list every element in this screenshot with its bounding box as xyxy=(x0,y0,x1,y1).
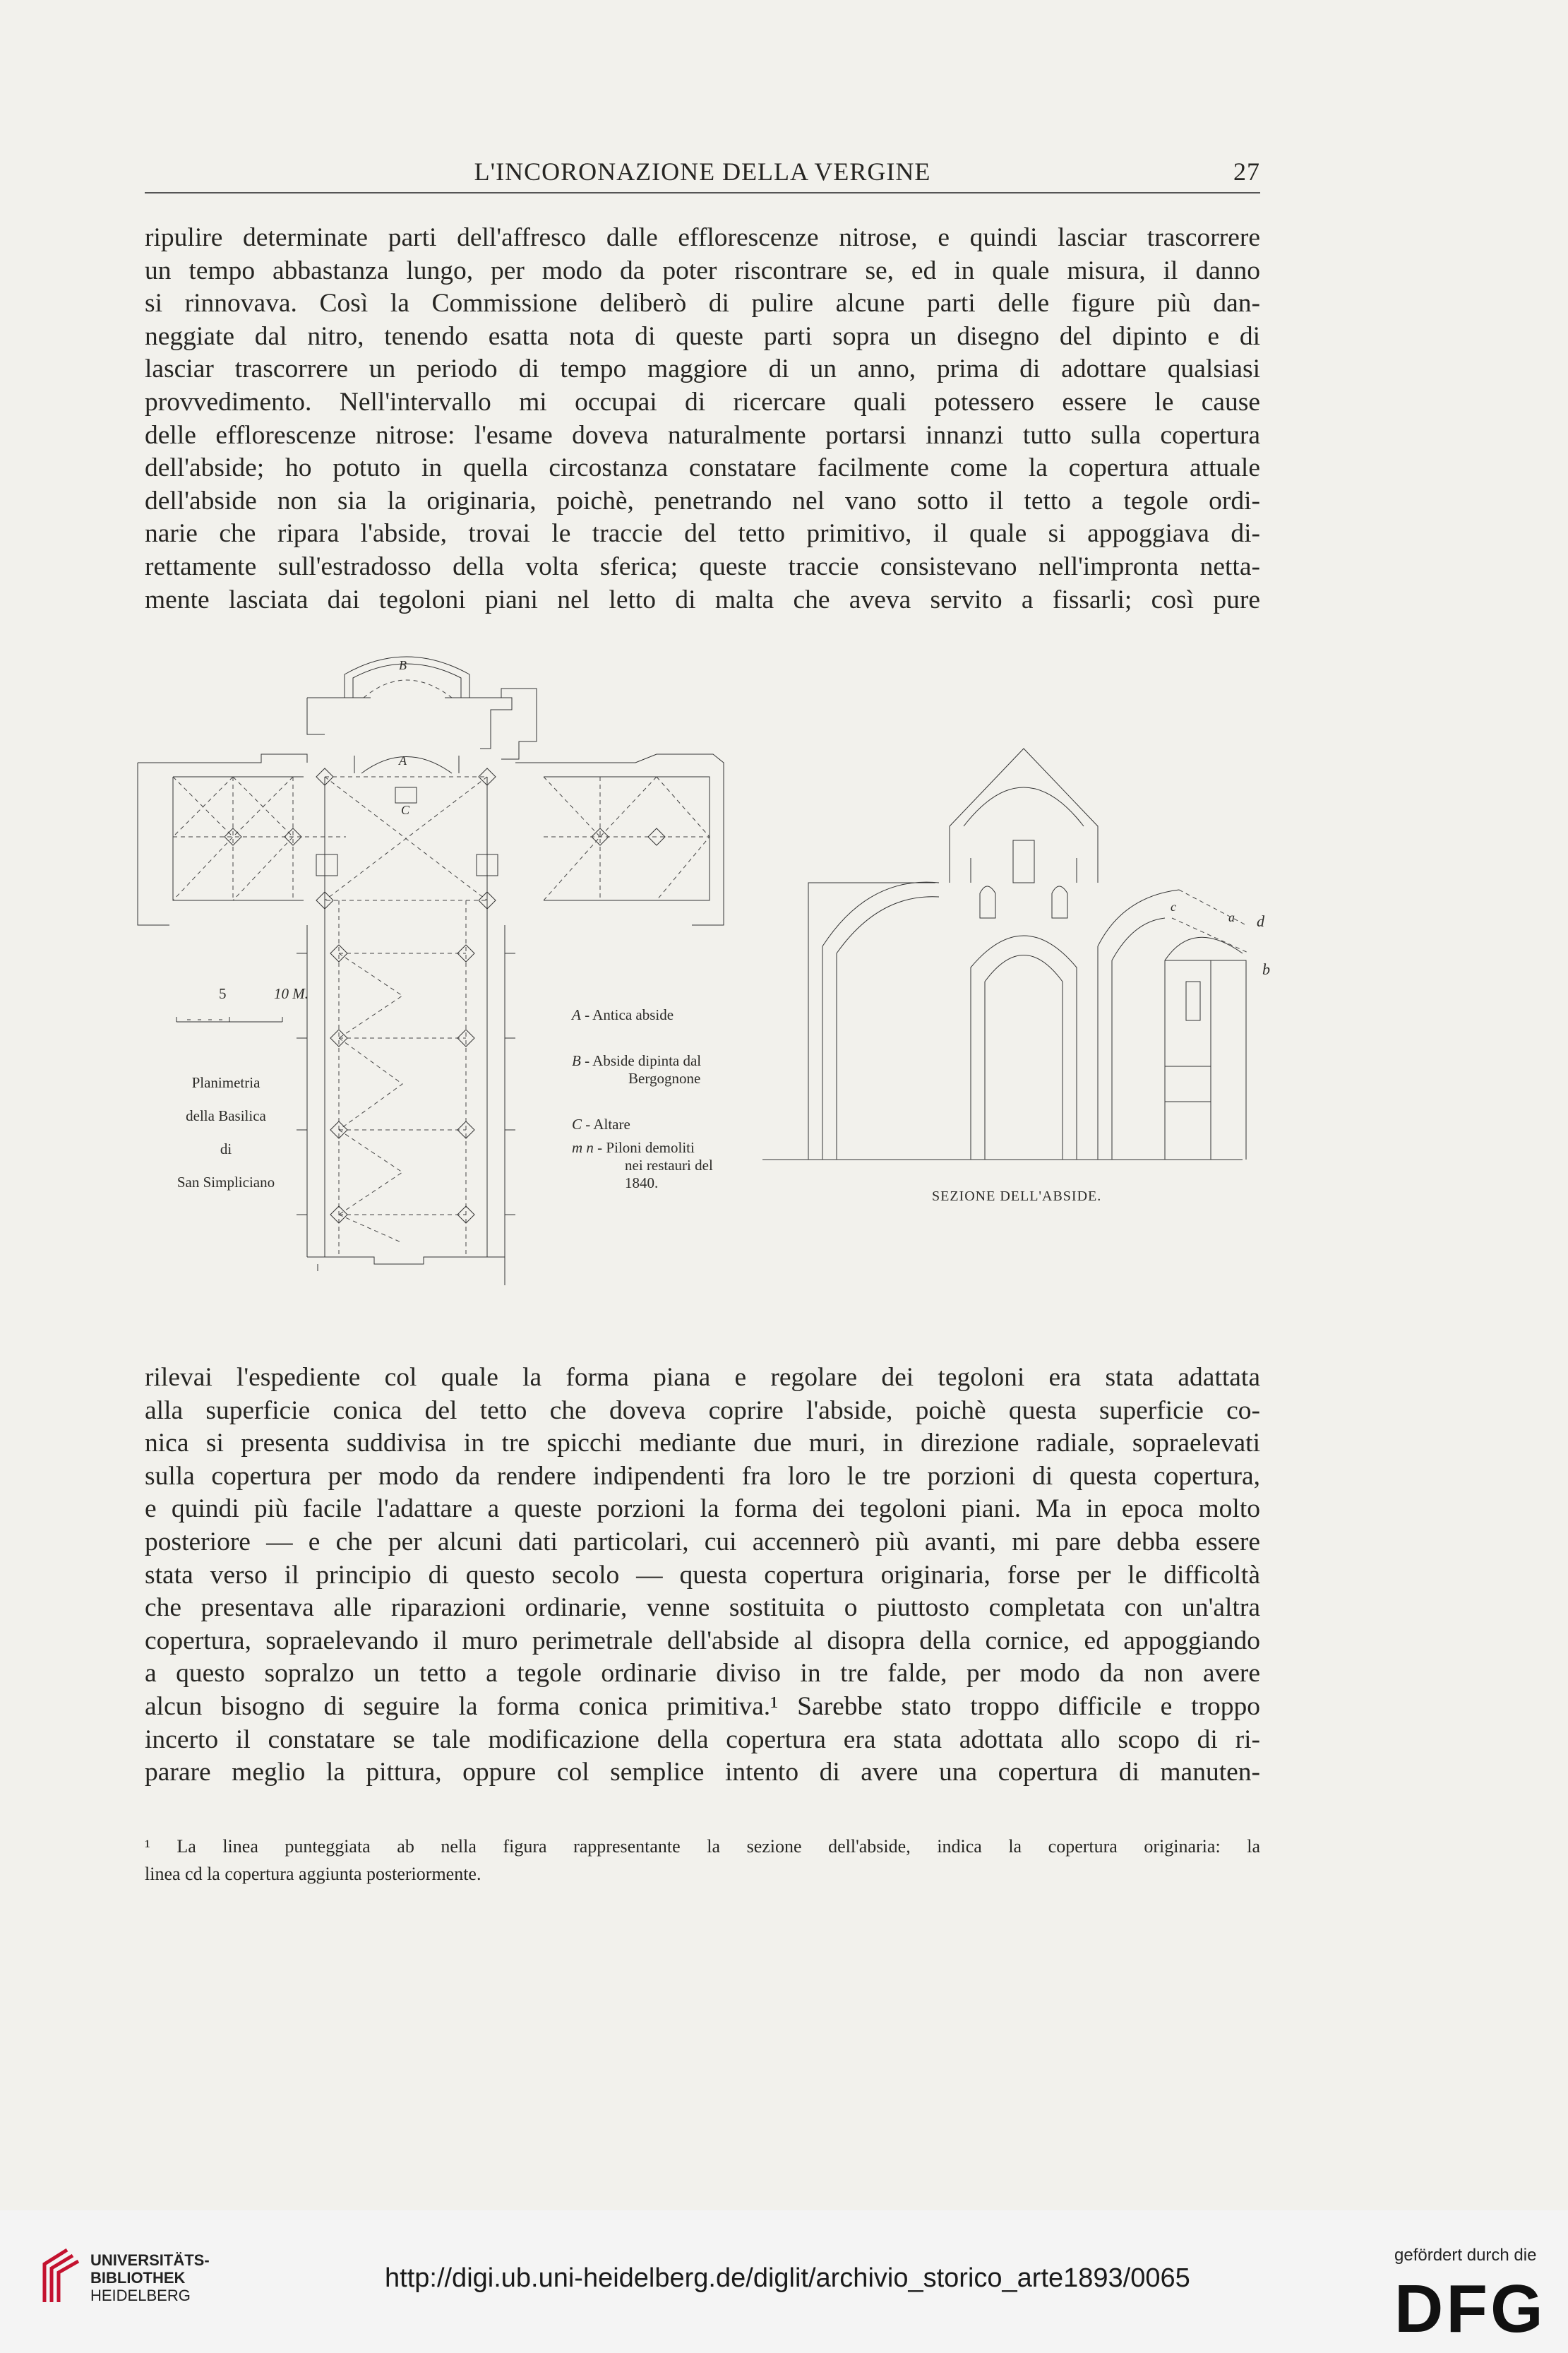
legend-item: C - Altare xyxy=(572,1116,630,1133)
legend-item: nei restauri del xyxy=(625,1157,713,1174)
text-line: si rinnovava. Così la Commissione deliberò di pulire alcune parti delle figure più dan- xyxy=(145,289,1260,318)
apse-section xyxy=(762,749,1250,1160)
text-line: incerto il constatare se tale modificazione della copertura era stata adottata allo scopo di ri- xyxy=(145,1724,1260,1754)
text-line: nica si presenta suddivisa in tre spicchi mediante due muri, in direzione radiale, sopraelevati xyxy=(145,1429,1260,1458)
footnote-line: linea cd la copertura aggiunta posteriormente. xyxy=(145,1864,481,1884)
plan-caption-line: San Simpliciano xyxy=(176,1174,275,1191)
running-head xyxy=(145,157,1260,193)
legend-item: A - Antica abside xyxy=(572,1006,674,1023)
legend-item: m n - Piloni demoliti xyxy=(572,1139,695,1156)
text-line: sulla copertura per modo da rendere indipendenti fra loro le tre porzioni di questa copertura, xyxy=(145,1461,1260,1491)
text-line: rettamente sull'estradosso della volta sferica; queste traccie consistevano nell'impronta netta- xyxy=(145,552,1260,581)
text-line: posteriore — e che per alcuni dati particolari, cui accennerò più avanti, mi pare debba essere xyxy=(145,1527,1260,1556)
funded-by-label: gefördert durch die xyxy=(1394,2246,1537,2265)
text-line: lasciar trascorrere un periodo di tempo maggiore di un anno, prima di adottare qualsiasi xyxy=(145,355,1260,384)
text-line: narie che ripara l'abside, trovai le traccie del tetto primitivo, il quale si appoggiava di- xyxy=(145,519,1260,549)
legend-item: B - Abside dipinta dal xyxy=(572,1052,702,1069)
text-line: dell'abside non sia la originaria, poichè, penetrando nel vano sotto il tetto a tegole ordi- xyxy=(145,486,1260,516)
page-number: 27 xyxy=(1233,157,1260,186)
section-label-c: c xyxy=(1171,900,1176,914)
dfg-logo: DFG xyxy=(1394,2271,1546,2347)
scale-label-10: 10 M. xyxy=(274,985,309,1002)
text-line: neggiate dal nitro, tenendo esatta nota di queste parti sopra un disegno del dipinto e di xyxy=(145,321,1260,351)
text-line: provvedimento. Nell'intervallo mi occupai di ricercare quali potessero essere le cause xyxy=(145,387,1260,417)
text-line: rilevai l'espediente col quale la forma piana e regolare dei tegoloni era stata adattata xyxy=(145,1363,1260,1392)
scale-label-5: 5 xyxy=(219,985,227,1002)
section-label-d: d xyxy=(1257,912,1264,930)
plan-legend xyxy=(572,1006,741,1192)
plan-label-b: B xyxy=(399,658,407,672)
library-logo-icon xyxy=(39,2247,84,2304)
text-line: alcun bisogno di seguire la forma conica primitiva.¹ Sarebbe stato troppo difficile e troppo xyxy=(145,1691,1260,1721)
footnote xyxy=(145,1833,1260,1888)
plan-caption-line: Planimetria xyxy=(191,1074,261,1091)
text-line: ripulire determinate parti dell'affresco dalle efflorescenze nitrose, e quindi lasciar trascorrere xyxy=(145,223,1260,252)
running-title: L'INCORONAZIONE DELLA VERGINE xyxy=(474,157,931,186)
section-caption: SEZIONE DELL'ABSIDE. xyxy=(932,1189,1102,1204)
plan-caption-line: della Basilica xyxy=(186,1107,266,1124)
plan-caption-line: di xyxy=(220,1140,232,1157)
library-name: UNIVERSITÄTS- BIBLIOTHEK HEIDELBERG xyxy=(90,2251,210,2304)
text-line: a questo sopralzo un tetto a tegole ordinarie diviso in tre falde, per modo da non avere xyxy=(145,1659,1260,1688)
text-line: che presentava alle riparazioni ordinarie, venne sostituita o piuttosto completata con un'altra xyxy=(145,1593,1260,1623)
text-line: delle efflorescenze nitrose: l'esame doveva naturalmente portarsi innanzi tutto sulla copertura xyxy=(145,420,1260,450)
text-line: mente lasciata dai tegoloni piani nel letto di malta che aveva servito a fissarli; così pure xyxy=(145,585,1260,614)
text-line: copertura, sopraelevando il muro perimetrale dell'abside al disopra della cornice, ed appoggiando xyxy=(145,1626,1260,1655)
text-line: e quindi più facile l'adattare a queste porzioni la forma dei tegoloni piani. Ma in epoca molto xyxy=(145,1494,1260,1524)
text-line: stata verso il principio di questo secolo — questa copertura originaria, forse per le difficoltà xyxy=(145,1560,1260,1590)
text-line: parare meglio la pittura, oppure col semplice intento di avere una copertura di manuten- xyxy=(145,1758,1260,1787)
paragraph-bottom xyxy=(145,1362,1260,1789)
paragraph-top xyxy=(145,222,1260,616)
section-label-b: b xyxy=(1262,960,1270,978)
plan-caption xyxy=(169,1066,282,1199)
plan-label-c: C xyxy=(401,803,410,817)
plan-label-a: A xyxy=(399,753,407,768)
section-label-a: a xyxy=(1228,910,1235,924)
permalink-url[interactable]: http://digi.ub.uni-heidelberg.de/diglit/archivio_storico_arte1893/0065 xyxy=(385,2263,1190,2293)
legend-item: 1840. xyxy=(625,1174,659,1191)
text-line: un tempo abbastanza lungo, per modo da poter riscontrare se, ed in quale misura, il danno xyxy=(145,256,1260,285)
footnote-line: ¹ La linea punteggiata ab nella figura rappresentante la sezione dell'abside, indica la copertura originaria: la xyxy=(145,1836,1260,1857)
text-line: alla superficie conica del tetto che doveva coprire l'abside, poichè questa superficie co- xyxy=(145,1395,1260,1425)
text-line: dell'abside; ho potuto in quella circostanza constatare facilmente come la copertura attuale xyxy=(145,453,1260,483)
legend-item: Bergognone xyxy=(628,1070,701,1087)
architectural-figure xyxy=(120,650,1292,1321)
